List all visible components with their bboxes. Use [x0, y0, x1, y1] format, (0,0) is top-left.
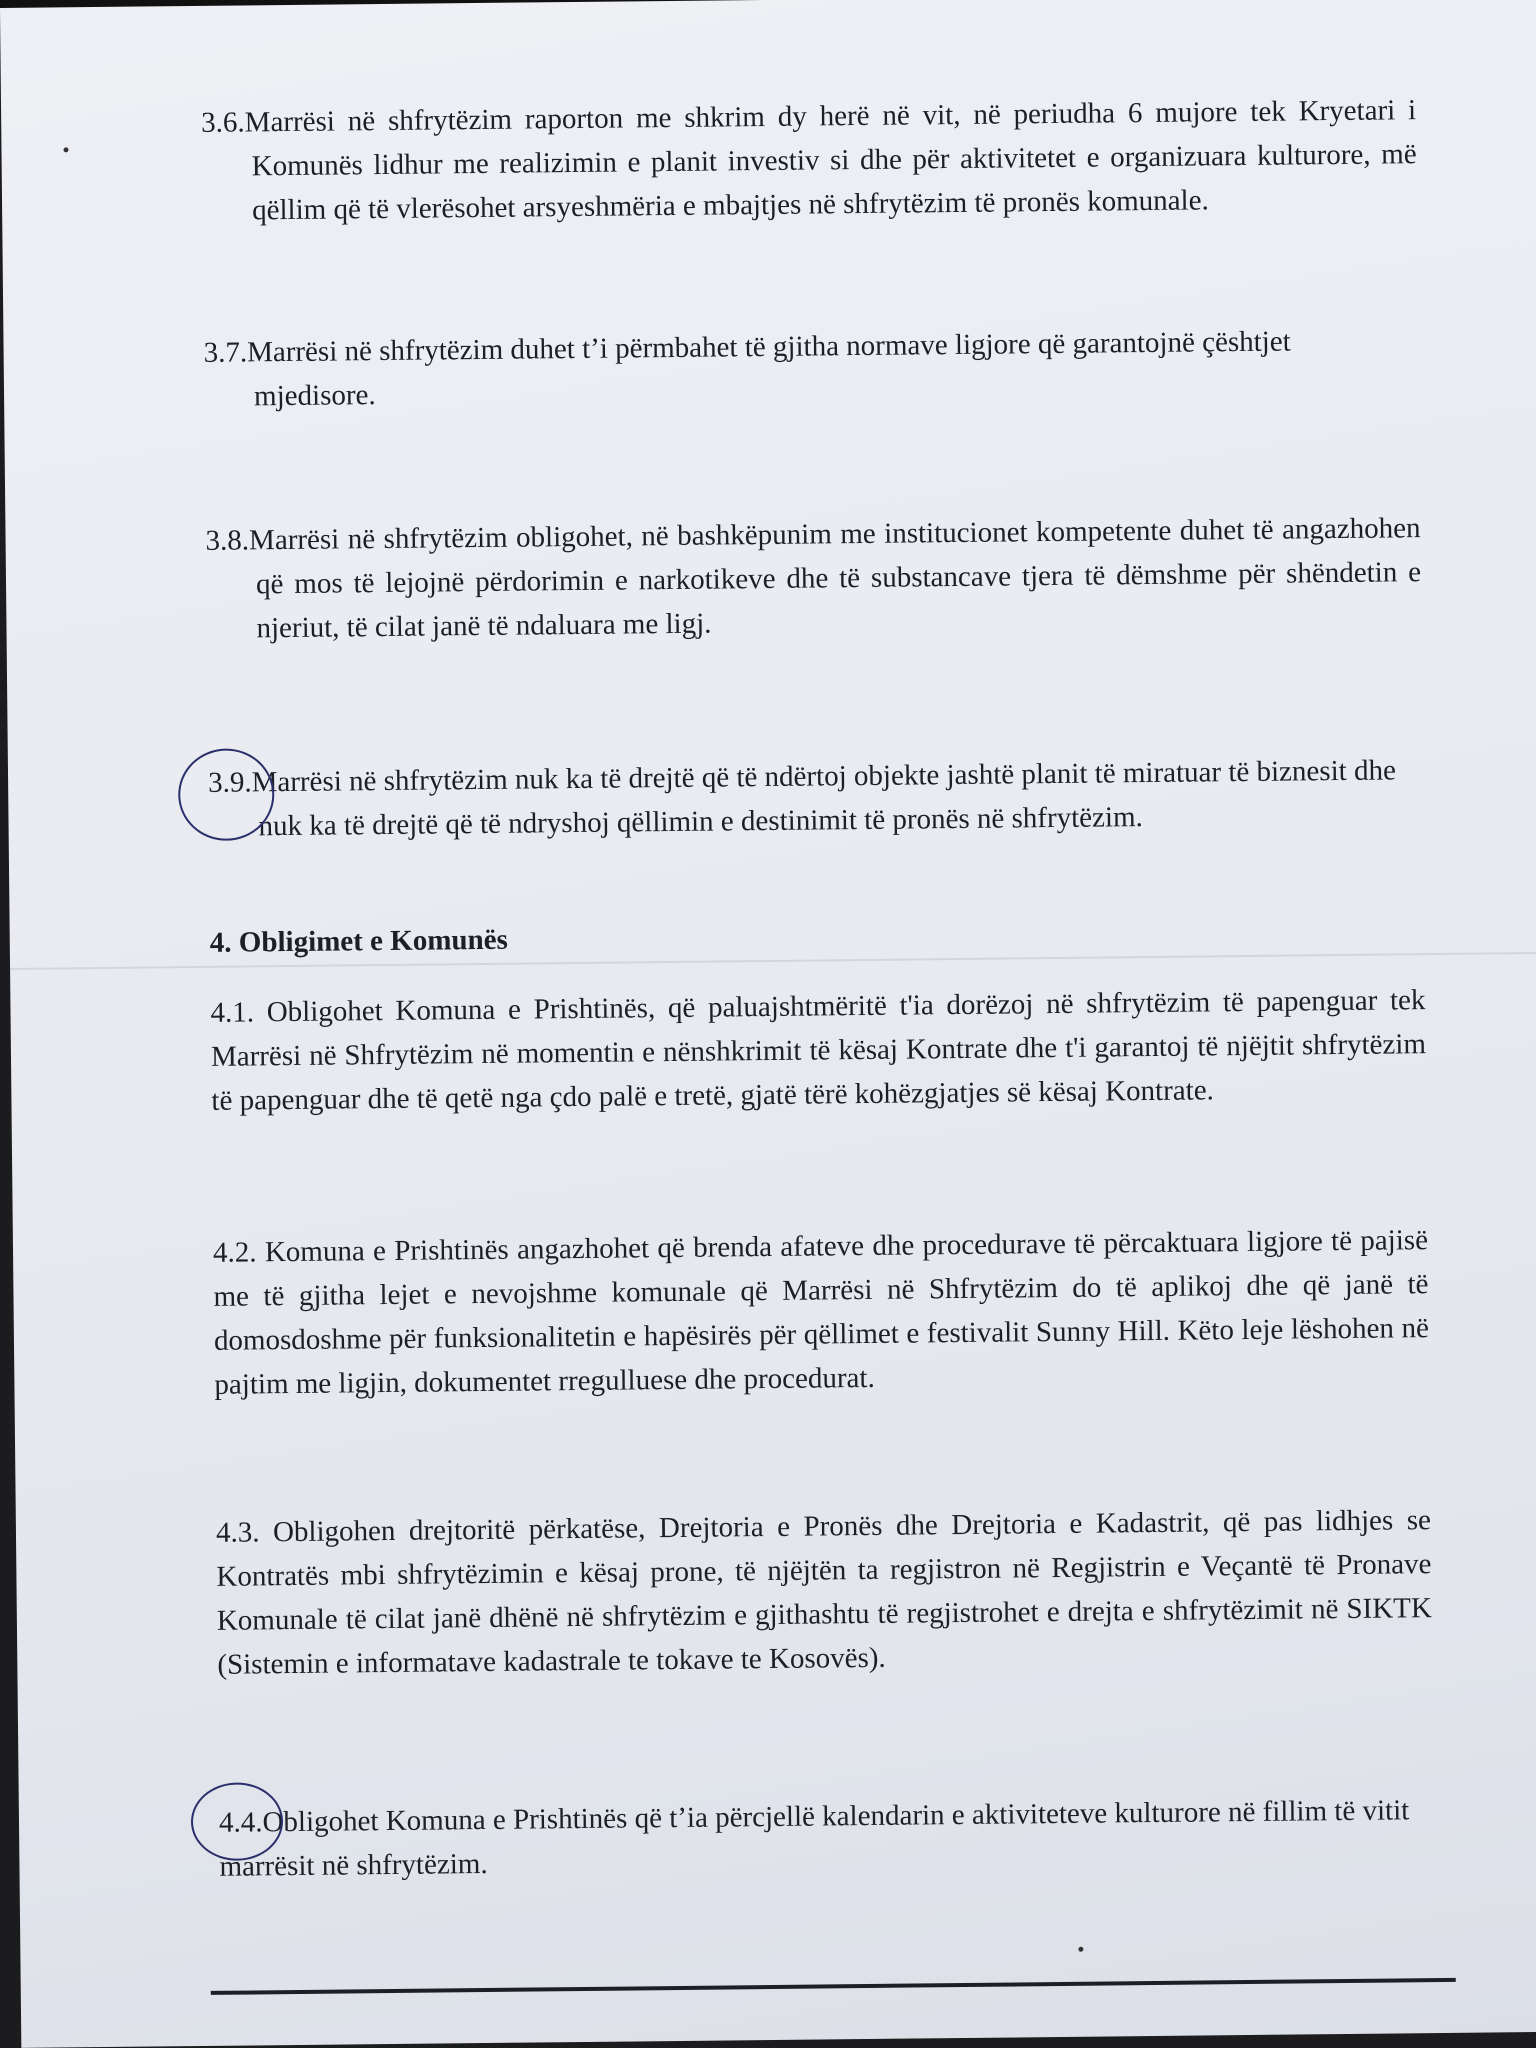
clause-text: 4.1. Obligohet Komuna e Prishtinës, që paluajshtmëritë t'ia dorëzoj në shfrytëzim të papenguar tek Marrësi në Shfrytëzim në momentin e nënshkrimit të kësaj Kontrate dhe t'i garantoj të njëjtit shfrytëzim të papenguar dhe të qetë nga çdo palë e tretë, gjatë tërë kohëzgjatjes së kësaj Kontrate. [210, 984, 1427, 1117]
clause-number: 3.7. [203, 336, 248, 369]
clause-text: Marrësi në shfrytëzim raporton me shkrim dy herë në vit, në periudha 6 mujore tek Kryetari i Komunës lidhur me realizimin e planit investiv si dhe për aktivitetet e organizuara kulturore, më qëllim që të vlerësohet arsyeshmëria e mbajtjes në shfrytëzim të pronës komunale. [244, 94, 1417, 227]
clause-3-7 [203, 318, 1419, 419]
clause-4-4 [219, 1788, 1435, 1889]
clause-number: 4.4. [218, 1806, 263, 1839]
clause-text: Marrësi në shfrytëzim duhet t’i përmbahet të gjitha normave ligjore që garantojnë çështjet mjedisore. [246, 325, 1291, 413]
clause-number: 3.6. [201, 106, 245, 139]
clause-3-9 [208, 748, 1424, 849]
document-content [201, 88, 1433, 1883]
clause-text: Marrësi në shfrytëzim nuk ka të drejtë që të ndërtoj objekte jashtë planit të miratuar të biznesit dhe nuk ka të drejtë që të ndryshoj qëllimin e destinimit të pronës në shfrytëzim. [251, 754, 1397, 843]
paper-speck [1078, 1947, 1083, 1952]
clause-text: 4.3. Obligohen drejtoritë përkatëse, Drejtoria e Pronës dhe Drejtoria e Kadastrit, që pas lidhjes se Kontratës mbi shfrytëzimin e kësaj prone, të njëjtën ta regjistron në Regjistrin e Veçantë të Pronave Komunale të cilat janë dhënë në shfrytëzim e gjithashtu të regjistrohet e drejta e shfrytëzimit në SIKTK (Sistemin e informatave kadastrale te tokave te Kosovës). [215, 1504, 1433, 1681]
clause-text: 4.2. Komuna e Prishtinës angazhohet që brenda afateve dhe procedurave të përcaktuara ligjore të pajisë me të gjitha lejet e nevojshme komunale që Marrësi në Shfrytëzim do të aplikoj dhe që janë të domosdoshme për funksionalitetin e hapësirës për qëllimet e festivalit Sunny Hill. Këto leje lëshohen në pajtim me ligjin, dokumentet rregulluese dhe procedurat. [212, 1224, 1430, 1401]
paper-speck [63, 147, 68, 152]
clause-number: 3.9. [207, 766, 252, 799]
clause-3-8 [205, 506, 1421, 651]
clause-3-6 [201, 88, 1417, 233]
clause-4-1 [210, 978, 1426, 1123]
bottom-rule-line [211, 1978, 1456, 1995]
section-heading: 4. Obligimet e Komunës [209, 923, 508, 959]
clause-4-2 [213, 1218, 1430, 1407]
clause-number: 3.8. [205, 524, 250, 557]
clause-text: Marrësi në shfrytëzim obligohet, në bashkëpunim me institucionet kompetente duhet të angazhohen që mos të lejojnë përdorimin e narkotikeve dhe të substancave tjera të dëmshme për shëndetin e njeriut, të cilat janë të ndaluara me ligj. [248, 512, 1422, 645]
clause-4-3 [216, 1498, 1433, 1687]
handwritten-circle-mark [191, 1782, 284, 1861]
clause-text: Obligohet Komuna e Prishtinës që t’ia përcjellë kalendarin e aktiviteteve kulturore në fillim të vitit marrësit në shfrytëzim. [219, 1794, 1410, 1883]
